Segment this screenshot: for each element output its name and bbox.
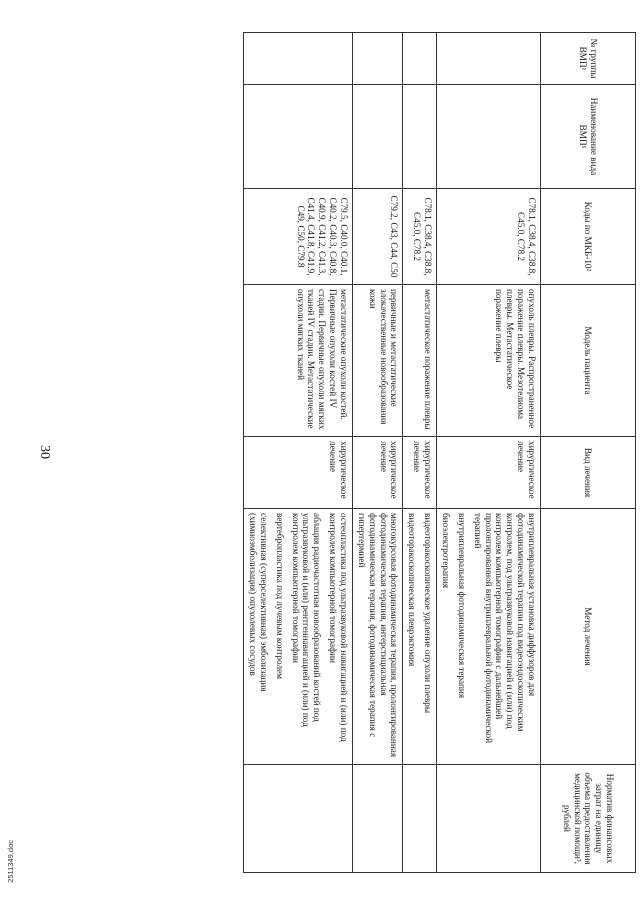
cell-model: метастатическое поражение плевры	[403, 285, 437, 437]
cell-method	[403, 509, 437, 765]
method-item: аблация радиочастотная новообразований костей под ультразвуковой и (или) рентгеннавигацией и (или) под контролем компьютерной томографии	[290, 513, 323, 727]
header-group: № группы ВМП¹	[541, 33, 636, 85]
page-number: 30	[37, 445, 52, 459]
method-item: селективная (суперселективная) эмболизация (химиоэмболизация) опухолевых сосудов	[247, 513, 269, 692]
cell-group	[437, 33, 541, 85]
cell-model: метастатические опухоли костей. Первичные опухоли костей IV стадии. Первичные опухоли мягких тканей IV стадии. Метастатические опухоли мягких тканей	[244, 285, 353, 437]
cell-norm	[352, 765, 402, 873]
cell-name	[437, 85, 541, 189]
cell-type: хирургическое лечение	[437, 437, 541, 509]
cell-codes: C79.2, C43, C44, C50	[352, 189, 402, 285]
rotated-page	[60, 32, 636, 872]
footer-filename: 2511349.doc	[6, 840, 15, 883]
method-item: видеоторакоскопическое удаление опухоли плевры	[423, 513, 434, 714]
header-method: Метод лечения	[541, 509, 636, 765]
method-item: остеопластика под ультразвуковой навигацией и (или) под контролем компьютерной томографии	[328, 513, 349, 742]
header-name: Наименование вида ВМП¹	[541, 85, 636, 189]
table-row	[244, 33, 353, 873]
cell-norm	[403, 765, 437, 873]
method-item: внутриплевральная фотодинамическая терапия	[456, 513, 467, 699]
cell-method	[437, 509, 541, 765]
cell-norm	[437, 765, 541, 873]
header-codes: Коды по МКБ-10²	[541, 189, 636, 285]
cell-name	[244, 85, 353, 189]
cell-name	[403, 85, 437, 189]
header-norm: Норматив финансовых затрат на единицу объема предоставления медицинской помощи³, рублей	[541, 765, 636, 873]
cell-norm	[244, 765, 353, 873]
cell-codes: C78.1, C38.4, C38.8, C45.0, C78.2	[437, 189, 541, 285]
method-item: вертебропластика под лучевым контролем	[274, 513, 285, 679]
cell-type: хирургическое лечение	[403, 437, 437, 509]
method-item: многокурсовая фотодинамическая терапия, пролонгированная фотодинамическая терапия, интерстициальная фотодинамическая терапия, фотодинамическая терапия с гипертермией	[356, 513, 400, 758]
header-model: Модель пациента	[541, 285, 636, 437]
cell-group	[403, 33, 437, 85]
table-row	[437, 33, 541, 873]
table-row	[352, 33, 402, 873]
cell-name	[352, 85, 402, 189]
cell-model: первичные и метастатические злокачественные новообразования кожи	[352, 285, 402, 437]
table-body	[244, 33, 541, 873]
cell-type: хирургическое лечение	[352, 437, 402, 509]
cell-type: хирургическое лечение	[244, 437, 353, 509]
cell-group	[244, 33, 353, 85]
method-item: видеоторакоскопическая плеврэктомия	[407, 513, 418, 667]
table-header-row	[541, 33, 636, 873]
cell-codes: C78.1, C38.4, C38.8, C45.0, C78.2	[403, 189, 437, 285]
cell-codes: C79.5, C40.0, C40.1, C40.2, C40.3, C40.8, C40.9, C41.2, C41.3, C41.4, C41.8, C41.9, C49, C50, C79.8	[244, 189, 353, 285]
table-row	[403, 33, 437, 873]
header-type: Вид лечения	[541, 437, 636, 509]
method-item: внутриплевральная установка диффузоров для фотодинамической терапии под видеоэндоскопическим контролем, под ультразвуковой навигацией и (или) под контролем компьютерной томографии с дальнейшей пролонгированной внутриплевральной фотодинамической терапией	[472, 513, 537, 744]
method-item: биоэлектротерапия	[440, 513, 451, 588]
cell-method	[352, 509, 402, 765]
treatment-table	[243, 32, 636, 873]
cell-method	[244, 509, 353, 765]
cell-model: опухоль плевры. Распространенное поражение плевры. Мезотелиома плевры. Метастатическое поражение плевры	[437, 285, 541, 437]
cell-group	[352, 33, 402, 85]
